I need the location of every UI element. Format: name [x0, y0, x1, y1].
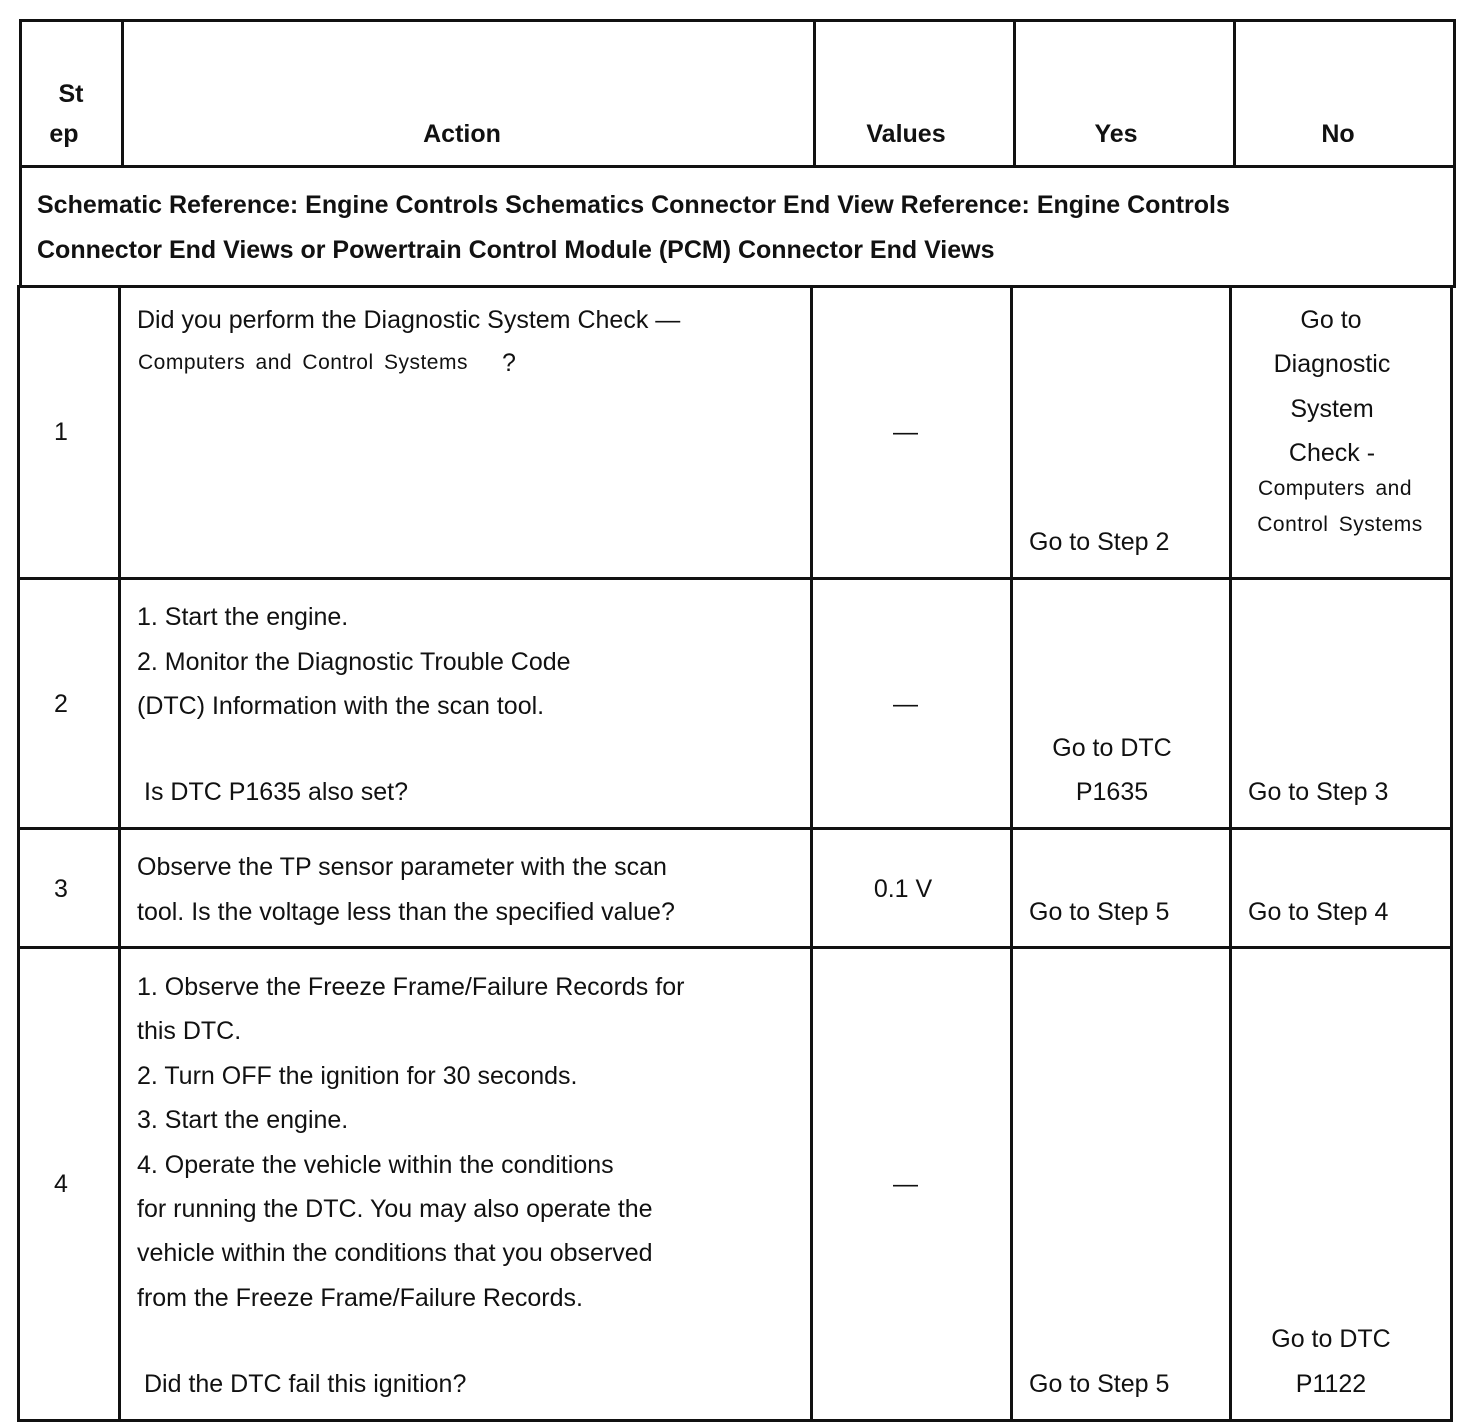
no-text: Go to DTC	[1271, 1325, 1391, 1353]
body-left-border	[17, 285, 20, 1422]
row-2-bottom-border	[17, 827, 1453, 830]
values-text: —	[893, 1170, 918, 1198]
body-right-border	[1450, 285, 1453, 1422]
no-text: Go to Step 4	[1248, 898, 1389, 926]
action-text: 1. Observe the Freeze Frame/Failure Records for	[137, 973, 685, 1001]
no-text-small: Control Systems	[1257, 513, 1423, 536]
step-number: 2	[54, 690, 68, 718]
action-text: 4. Operate the vehicle within the conditions	[137, 1151, 614, 1179]
action-text: Is DTC P1635 also set?	[144, 778, 409, 806]
body-divider-step	[118, 285, 121, 1422]
header-step-line-2: ep	[49, 120, 79, 148]
header-yes: Yes	[1094, 120, 1138, 148]
action-text: vehicle within the conditions that you observed	[137, 1239, 653, 1267]
no-text: System	[1290, 395, 1374, 423]
yes-text: P1635	[1075, 778, 1149, 806]
action-text-end: ?	[502, 349, 516, 377]
row-3-bottom-border	[17, 946, 1453, 949]
header-no: No	[1321, 120, 1355, 148]
reference-line-2: Connector End Views or Powertrain Control Module (PCM) Connector End Views	[37, 236, 995, 264]
action-text: 1. Start the engine.	[137, 603, 349, 631]
header-action: Action	[423, 120, 501, 148]
action-text: Did you perform the Diagnostic System Check —	[137, 306, 681, 334]
action-text: 2. Turn OFF the ignition for 30 seconds.	[137, 1062, 578, 1090]
action-text: Observe the TP sensor parameter with the scan	[137, 853, 667, 881]
yes-text: Go to DTC	[1052, 734, 1172, 762]
no-text: P1122	[1295, 1370, 1367, 1398]
header-bottom-border	[19, 165, 1456, 168]
header-step-line-1: St	[58, 80, 84, 108]
values-text: 0.1 V	[873, 875, 933, 903]
header-right-border	[1453, 19, 1456, 288]
action-text: this DTC.	[137, 1017, 242, 1045]
body-divider-values	[1010, 285, 1013, 1422]
action-text: 2. Monitor the Diagnostic Trouble Code	[137, 648, 571, 676]
reference-bottom-border	[19, 285, 1456, 288]
row-1-bottom-border	[17, 577, 1453, 580]
body-divider-action	[810, 285, 813, 1422]
action-text: (DTC) Information with the scan tool.	[137, 692, 545, 720]
action-text: tool. Is the voltage less than the specified value?	[137, 898, 675, 926]
no-text: Go to	[1300, 306, 1362, 334]
action-text-small: Computers and Control Systems	[138, 351, 468, 374]
no-text: Check -	[1288, 439, 1376, 467]
no-text: Go to Step 3	[1248, 778, 1389, 806]
values-text: —	[893, 690, 918, 718]
yes-text: Go to Step 2	[1029, 528, 1170, 556]
action-text: Did the DTC fail this ignition?	[144, 1370, 467, 1398]
step-number: 3	[54, 875, 68, 903]
action-text: for running the DTC. You may also operate the	[137, 1195, 653, 1223]
values-text: —	[893, 418, 918, 446]
action-text: from the Freeze Frame/Failure Records.	[137, 1284, 583, 1312]
step-number: 1	[54, 418, 68, 446]
table-top-border	[19, 19, 1456, 22]
reference-line-1: Schematic Reference: Engine Controls Schematics Connector End View Reference: Engine Controls	[37, 191, 1230, 219]
step-number: 4	[54, 1170, 68, 1198]
yes-text: Go to Step 5	[1029, 1370, 1170, 1398]
no-text: Diagnostic	[1273, 350, 1391, 378]
table-bottom-border	[17, 1419, 1453, 1422]
header-values: Values	[866, 120, 946, 148]
yes-text: Go to Step 5	[1029, 898, 1170, 926]
action-text: 3. Start the engine.	[137, 1106, 349, 1134]
no-text-small: Computers and	[1257, 477, 1413, 500]
